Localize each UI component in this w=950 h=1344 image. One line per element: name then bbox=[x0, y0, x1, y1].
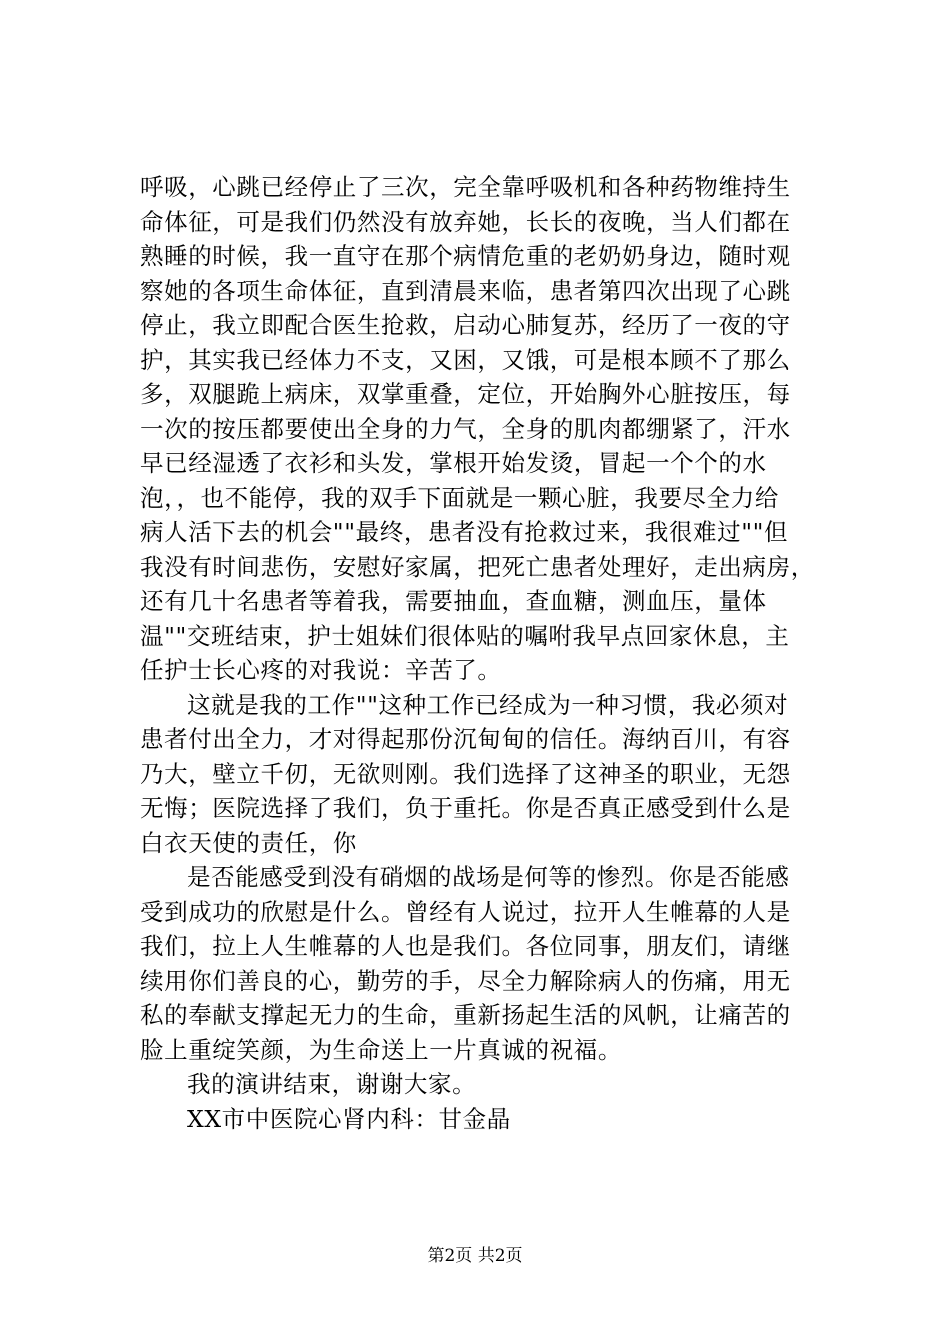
text-line: 乃大，壁立千仞，无欲则刚。我们选择了这神圣的职业，无怨 bbox=[140, 759, 791, 788]
text-line: 温""交班结束，护士姐妹们很体贴的嘱咐我早点回家休息，主 bbox=[140, 621, 790, 650]
text-line: 我的演讲结束，谢谢大家。 bbox=[187, 1070, 477, 1098]
text-line: 患者付出全力，才对得起那份沉甸甸的信任。海纳百川，有容 bbox=[140, 725, 791, 753]
text-line: 呼吸，心跳已经停止了三次，完全靠呼吸机和各种药物维持生 bbox=[140, 173, 791, 201]
text-line: 命体征，可是我们仍然没有放弃她，长长的夜晚，当人们都在 bbox=[140, 207, 791, 236]
text-line: 受到成功的欣慰是什么。曾经有人说过，拉开人生帷幕的人是 bbox=[140, 897, 791, 926]
text-line: 护，其实我已经体力不支，又困，又饿，可是根本顾不了那么 bbox=[140, 345, 791, 374]
text-line: 多，双腿跪上病床，双掌重叠，定位，开始胸外心脏按压，每 bbox=[140, 380, 791, 408]
text-line: 我没有时间悲伤，安慰好家属，把死亡患者处理好，走出病房， bbox=[140, 552, 815, 581]
text-line: 续用你们善良的心，勤劳的手，尽全力解除病人的伤痛，用无 bbox=[140, 966, 791, 995]
text-line: 早已经湿透了衣衫和头发，掌根开始发烫，冒起一个个的水 bbox=[140, 449, 767, 477]
text-line: 我们，拉上人生帷幕的人也是我们。各位同事，朋友们，请继 bbox=[140, 932, 791, 960]
text-line: 是否能感受到没有硝烟的战场是何等的惨烈。你是否能感 bbox=[187, 863, 790, 891]
text-line: 白衣天使的责任，你 bbox=[140, 828, 357, 857]
text-line: 还有几十名患者等着我，需要抽血，查血糖，测血压，量体 bbox=[140, 587, 767, 615]
page-footer bbox=[0, 1245, 950, 1267]
text-line: 熟睡的时候，我一直守在那个病情危重的老奶奶身边，随时观 bbox=[140, 242, 791, 270]
text-line: 脸上重绽笑颜，为生命送上一片真诚的祝福。 bbox=[140, 1035, 622, 1064]
text-line: 任护士长心疼的对我说：辛苦了。 bbox=[140, 656, 502, 684]
text-line: 病人活下去的机会""最终，患者没有抢救过来，我很难过""但 bbox=[140, 518, 789, 546]
text-line: 停止，我立即配合医生抢救，启动心肺复苏，经历了一夜的守 bbox=[140, 311, 791, 339]
text-line: 一次的按压都要使出全身的力气，全身的肌肉都绷紧了，汗水 bbox=[140, 414, 791, 443]
page-number-label: 第2页 共2页 bbox=[427, 1246, 523, 1266]
text-line: 泡，，也不能停，我的双手下面就是一颗心脏，我要尽全力给 bbox=[140, 483, 779, 512]
document-body bbox=[140, 170, 840, 1136]
text-line: 这就是我的工作""这种工作已经成为一种习惯，我必须对 bbox=[187, 690, 789, 719]
text-line: 察她的各项生命体征，直到清晨来临，患者第四次出现了心跳 bbox=[140, 276, 791, 305]
text-line: 私的奉献支撑起无力的生命，重新扬起生活的风帆，让痛苦的 bbox=[140, 1001, 791, 1029]
text-line: 无悔；医院选择了我们，负于重托。你是否真正感受到什么是 bbox=[140, 794, 791, 822]
signature-line: XX市中医院心肾内科：甘金晶 bbox=[187, 1104, 511, 1133]
